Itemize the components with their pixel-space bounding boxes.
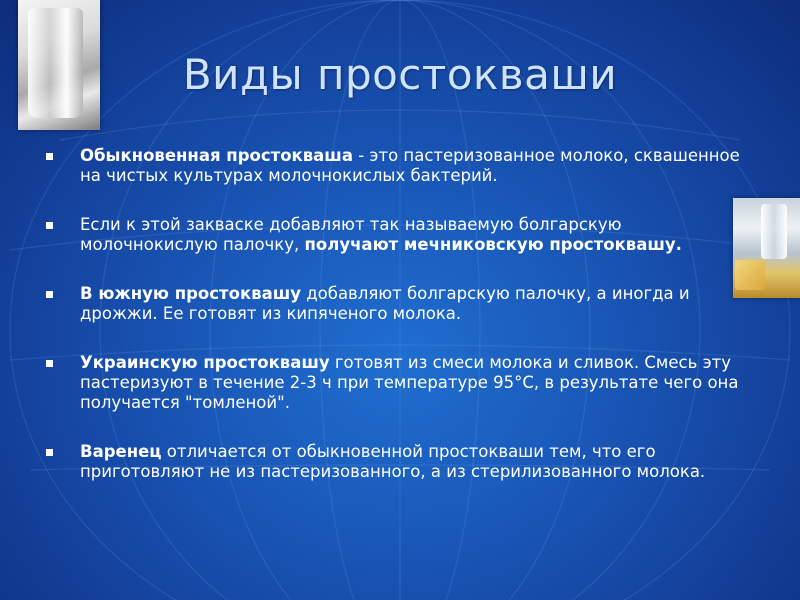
item-text: - это пастеризованное молоко, сквашенное на чистых культурах молочнокислых бактерий. <box>80 146 740 185</box>
bullet-list <box>44 146 744 511</box>
item-text-bold: получают мечниковскую простоквашу. <box>304 235 682 254</box>
item-text-bold: Украинскую простоквашу <box>80 353 330 372</box>
slide-title: Виды простокваши <box>182 50 618 99</box>
list-item <box>44 284 744 324</box>
list-item <box>44 442 744 482</box>
bullet-icon <box>46 222 53 229</box>
item-text-bold: Обыкновенная простокваша <box>80 146 353 165</box>
item-text: добавляют болгарскую палочку, а иногда и дрожжи. Ее готовят из кипяченого молока. <box>80 284 690 323</box>
item-text: отличается от обыкновенной простокваши тем, что его приготовляют не из пастеризованного, а из стерилизованного молока. <box>80 442 706 481</box>
milk-jar-shape <box>761 204 787 259</box>
list-item <box>44 146 744 186</box>
bullet-icon <box>46 360 53 367</box>
item-text-bold: В южную простоквашу <box>80 284 302 303</box>
bullet-icon <box>46 449 53 456</box>
list-item <box>44 353 744 413</box>
item-text: Если к этой закваске добавляют так называемую болгарскую молочнокислую палочку, <box>80 215 622 254</box>
list-item <box>44 215 744 255</box>
bullet-icon <box>46 153 53 160</box>
bullet-icon <box>46 291 53 298</box>
item-text-bold: Варенец <box>80 442 162 461</box>
item-text: готовят из смеси молока и сливок. Смесь эту пастеризуют в течение 2-3 ч при температуре 95°С, в результате чего она получается "томленой". <box>80 353 739 412</box>
